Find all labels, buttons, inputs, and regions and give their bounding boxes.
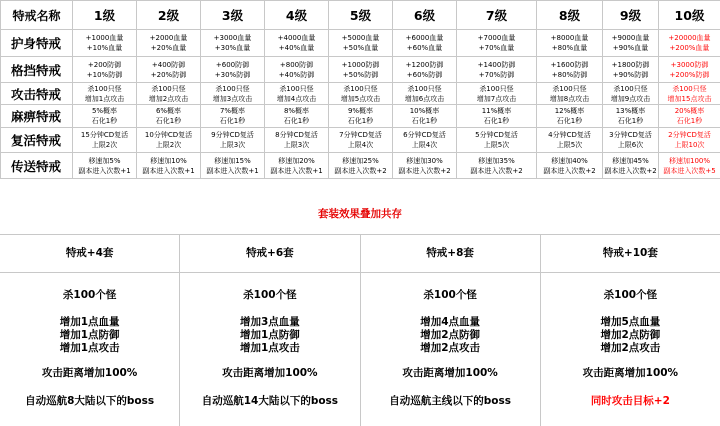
set-auto-text: 自动巡航8大陆以下的boss (25, 395, 155, 407)
level-cell: 移速加25% 副本进入次数+2 (329, 153, 393, 179)
set-bonus-grid (0, 234, 720, 426)
level-cell: 7分钟CD复活 上限4次 (329, 128, 393, 153)
level-cell: 杀100只怪 增加5点攻击 (329, 83, 393, 105)
set-stat: 增加1点攻击 (59, 342, 120, 354)
level-cell: 11%概率 石化1秒 (457, 105, 537, 128)
level-cell: 15分钟CD复活 上限2次 (73, 128, 137, 153)
level-cell: 移速加5% 副本进入次数+1 (73, 153, 137, 179)
level-header: 3级 (201, 1, 265, 30)
level-cell: +2000血量 +20%血量 (137, 30, 201, 57)
ring-name: 攻击特戒 (1, 83, 73, 105)
level-cell: +9000血量 +90%血量 (603, 30, 659, 57)
level-cell: 杀100只怪 增加8点攻击 (537, 83, 603, 105)
level-cell: +3000防御 +200%防御 (659, 57, 720, 83)
set-auto-text: 自动巡航14大陆以下的boss (201, 395, 339, 407)
level-cell: +800防御 +40%防御 (265, 57, 329, 83)
level-cell: 杀100只怪 增加7点攻击 (457, 83, 537, 105)
level-cell: 6分钟CD复活 上限4次 (393, 128, 457, 153)
level-cell: 杀100只怪 增加15点攻击 (659, 83, 720, 105)
level-cell: +8000血量 +80%血量 (537, 30, 603, 57)
level-cell: 10分钟CD复活 上限2次 (137, 128, 201, 153)
level-cell: 10%概率 石化1秒 (393, 105, 457, 128)
set-stat: 增加2点防御 (600, 329, 661, 341)
level-header: 10级 (659, 1, 720, 30)
set-auto-text: 同时攻击目标+2 (590, 395, 670, 407)
set-column (0, 234, 179, 426)
level-cell: 7%概率 石化1秒 (201, 105, 265, 128)
set-stat: 增加1点血量 (59, 316, 120, 328)
level-header: 1级 (73, 1, 137, 30)
set-stat: 增加4点血量 (420, 316, 481, 328)
level-cell: 移速加45% 副本进入次数+2 (603, 153, 659, 179)
ring-row-atk (1, 83, 720, 105)
level-cell: +1800防御 +90%防御 (603, 57, 659, 83)
level-cell: +1200防御 +60%防御 (393, 57, 457, 83)
level-cell: +1000血量 +10%血量 (73, 30, 137, 57)
level-cell: 杀100只怪 增加2点攻击 (137, 83, 201, 105)
level-header: 7级 (457, 1, 537, 30)
level-header: 8级 (537, 1, 603, 30)
level-cell: 13%概率 石化1秒 (603, 105, 659, 128)
level-cell: 5%概率 石化1秒 (73, 105, 137, 128)
level-cell: 移速加30% 副本进入次数+2 (393, 153, 457, 179)
level-cell: +3000血量 +30%血量 (201, 30, 265, 57)
set-range-text: 攻击距离增加100% (41, 367, 138, 379)
set-column-header: 特戒+10套 (541, 235, 720, 273)
ring-row-blk (1, 57, 720, 83)
level-header: 5级 (329, 1, 393, 30)
header-row (1, 1, 720, 30)
set-stat: 增加2点攻击 (600, 342, 661, 354)
level-cell: +600防御 +30%防御 (201, 57, 265, 83)
set-kill-text: 杀100个怪 (62, 289, 117, 301)
ring-name: 传送特戒 (1, 153, 73, 179)
set-range-text: 攻击距离增加100% (402, 367, 498, 379)
level-cell: 6%概率 石化1秒 (137, 105, 201, 128)
level-cell: +20000血量 +200%血量 (659, 30, 720, 57)
level-cell: +400防御 +20%防御 (137, 57, 201, 83)
level-cell: 杀100只怪 增加4点攻击 (265, 83, 329, 105)
set-column (360, 234, 540, 426)
ring-name: 格挡特戒 (1, 57, 73, 83)
level-cell: 杀100只怪 增加3点攻击 (201, 83, 265, 105)
level-header: 6级 (393, 1, 457, 30)
set-range-text: 攻击距离增加100% (222, 367, 318, 379)
set-column-header: 特戒+4套 (0, 235, 179, 273)
level-cell: 8分钟CD复活 上限3次 (265, 128, 329, 153)
ring-row-par (1, 105, 720, 128)
level-cell: +1400防御 +70%防御 (457, 57, 537, 83)
set-stat: 增加1点攻击 (239, 342, 300, 354)
name-column-header: 特戒名称 (1, 1, 73, 30)
level-header: 9级 (603, 1, 659, 30)
ring-name: 麻痹特戒 (1, 105, 73, 128)
level-cell: +200防御 +10%防御 (73, 57, 137, 83)
set-stat: 增加2点攻击 (420, 342, 481, 354)
level-cell: 4分钟CD复活 上限5次 (537, 128, 603, 153)
level-cell: +4000血量 +40%血量 (265, 30, 329, 57)
level-cell: 20%概率 石化1秒 (659, 105, 720, 128)
level-cell: 移速加40% 副本进入次数+2 (537, 153, 603, 179)
ring-row-tel (1, 153, 720, 179)
level-cell: 移速加35% 副本进入次数+2 (457, 153, 537, 179)
level-cell: 移速加20% 副本进入次数+1 (265, 153, 329, 179)
level-cell: 杀100只怪 增加1点攻击 (73, 83, 137, 105)
level-cell: 9%概率 石化1秒 (329, 105, 393, 128)
level-cell: 移速加10% 副本进入次数+1 (137, 153, 201, 179)
level-cell: 移速加15% 副本进入次数+1 (201, 153, 265, 179)
set-stat: 增加1点防御 (59, 329, 120, 341)
level-cell: +6000血量 +60%血量 (393, 30, 457, 57)
set-stat: 增加5点血量 (600, 316, 661, 328)
level-header: 4级 (265, 1, 329, 30)
set-effect-title: 套装效果叠加共存 (318, 208, 402, 220)
set-column-header: 特戒+8套 (361, 235, 540, 273)
level-cell: 8%概率 石化1秒 (265, 105, 329, 128)
set-range-text: 攻击距离增加100% (582, 367, 679, 379)
set-kill-text: 杀100个怪 (603, 289, 658, 301)
level-cell: 9分钟CD复活 上限3次 (201, 128, 265, 153)
level-cell: +1000防御 +50%防御 (329, 57, 393, 83)
set-kill-text: 杀100个怪 (243, 289, 297, 301)
level-cell: 移速加100% 副本进入次数+5 (659, 153, 720, 179)
ring-row-hp (1, 30, 720, 57)
level-table (0, 0, 720, 179)
ring-row-rev (1, 128, 720, 153)
set-auto-text: 自动巡航主线以下的boss (389, 395, 511, 407)
level-cell: 3分钟CD复活 上限6次 (603, 128, 659, 153)
set-stat: 增加3点血量 (239, 316, 300, 328)
level-cell: 2分钟CD复活 上限10次 (659, 128, 720, 153)
set-kill-text: 杀100个怪 (423, 289, 477, 301)
set-stat: 增加2点防御 (420, 329, 481, 341)
level-cell: 杀100只怪 增加6点攻击 (393, 83, 457, 105)
ring-name: 护身特戒 (1, 30, 73, 57)
set-column (540, 234, 720, 426)
set-column-header: 特戒+6套 (180, 235, 359, 273)
level-cell: 5分钟CD复活 上限5次 (457, 128, 537, 153)
level-header: 2级 (137, 1, 201, 30)
level-cell: +1600防御 +80%防御 (537, 57, 603, 83)
set-column (179, 234, 359, 426)
set-stat: 增加1点防御 (239, 329, 300, 341)
level-cell: +7000血量 +70%血量 (457, 30, 537, 57)
ring-name: 复活特戒 (1, 128, 73, 153)
level-cell: +5000血量 +50%血量 (329, 30, 393, 57)
level-cell: 12%概率 石化1秒 (537, 105, 603, 128)
level-cell: 杀100只怪 增加9点攻击 (603, 83, 659, 105)
